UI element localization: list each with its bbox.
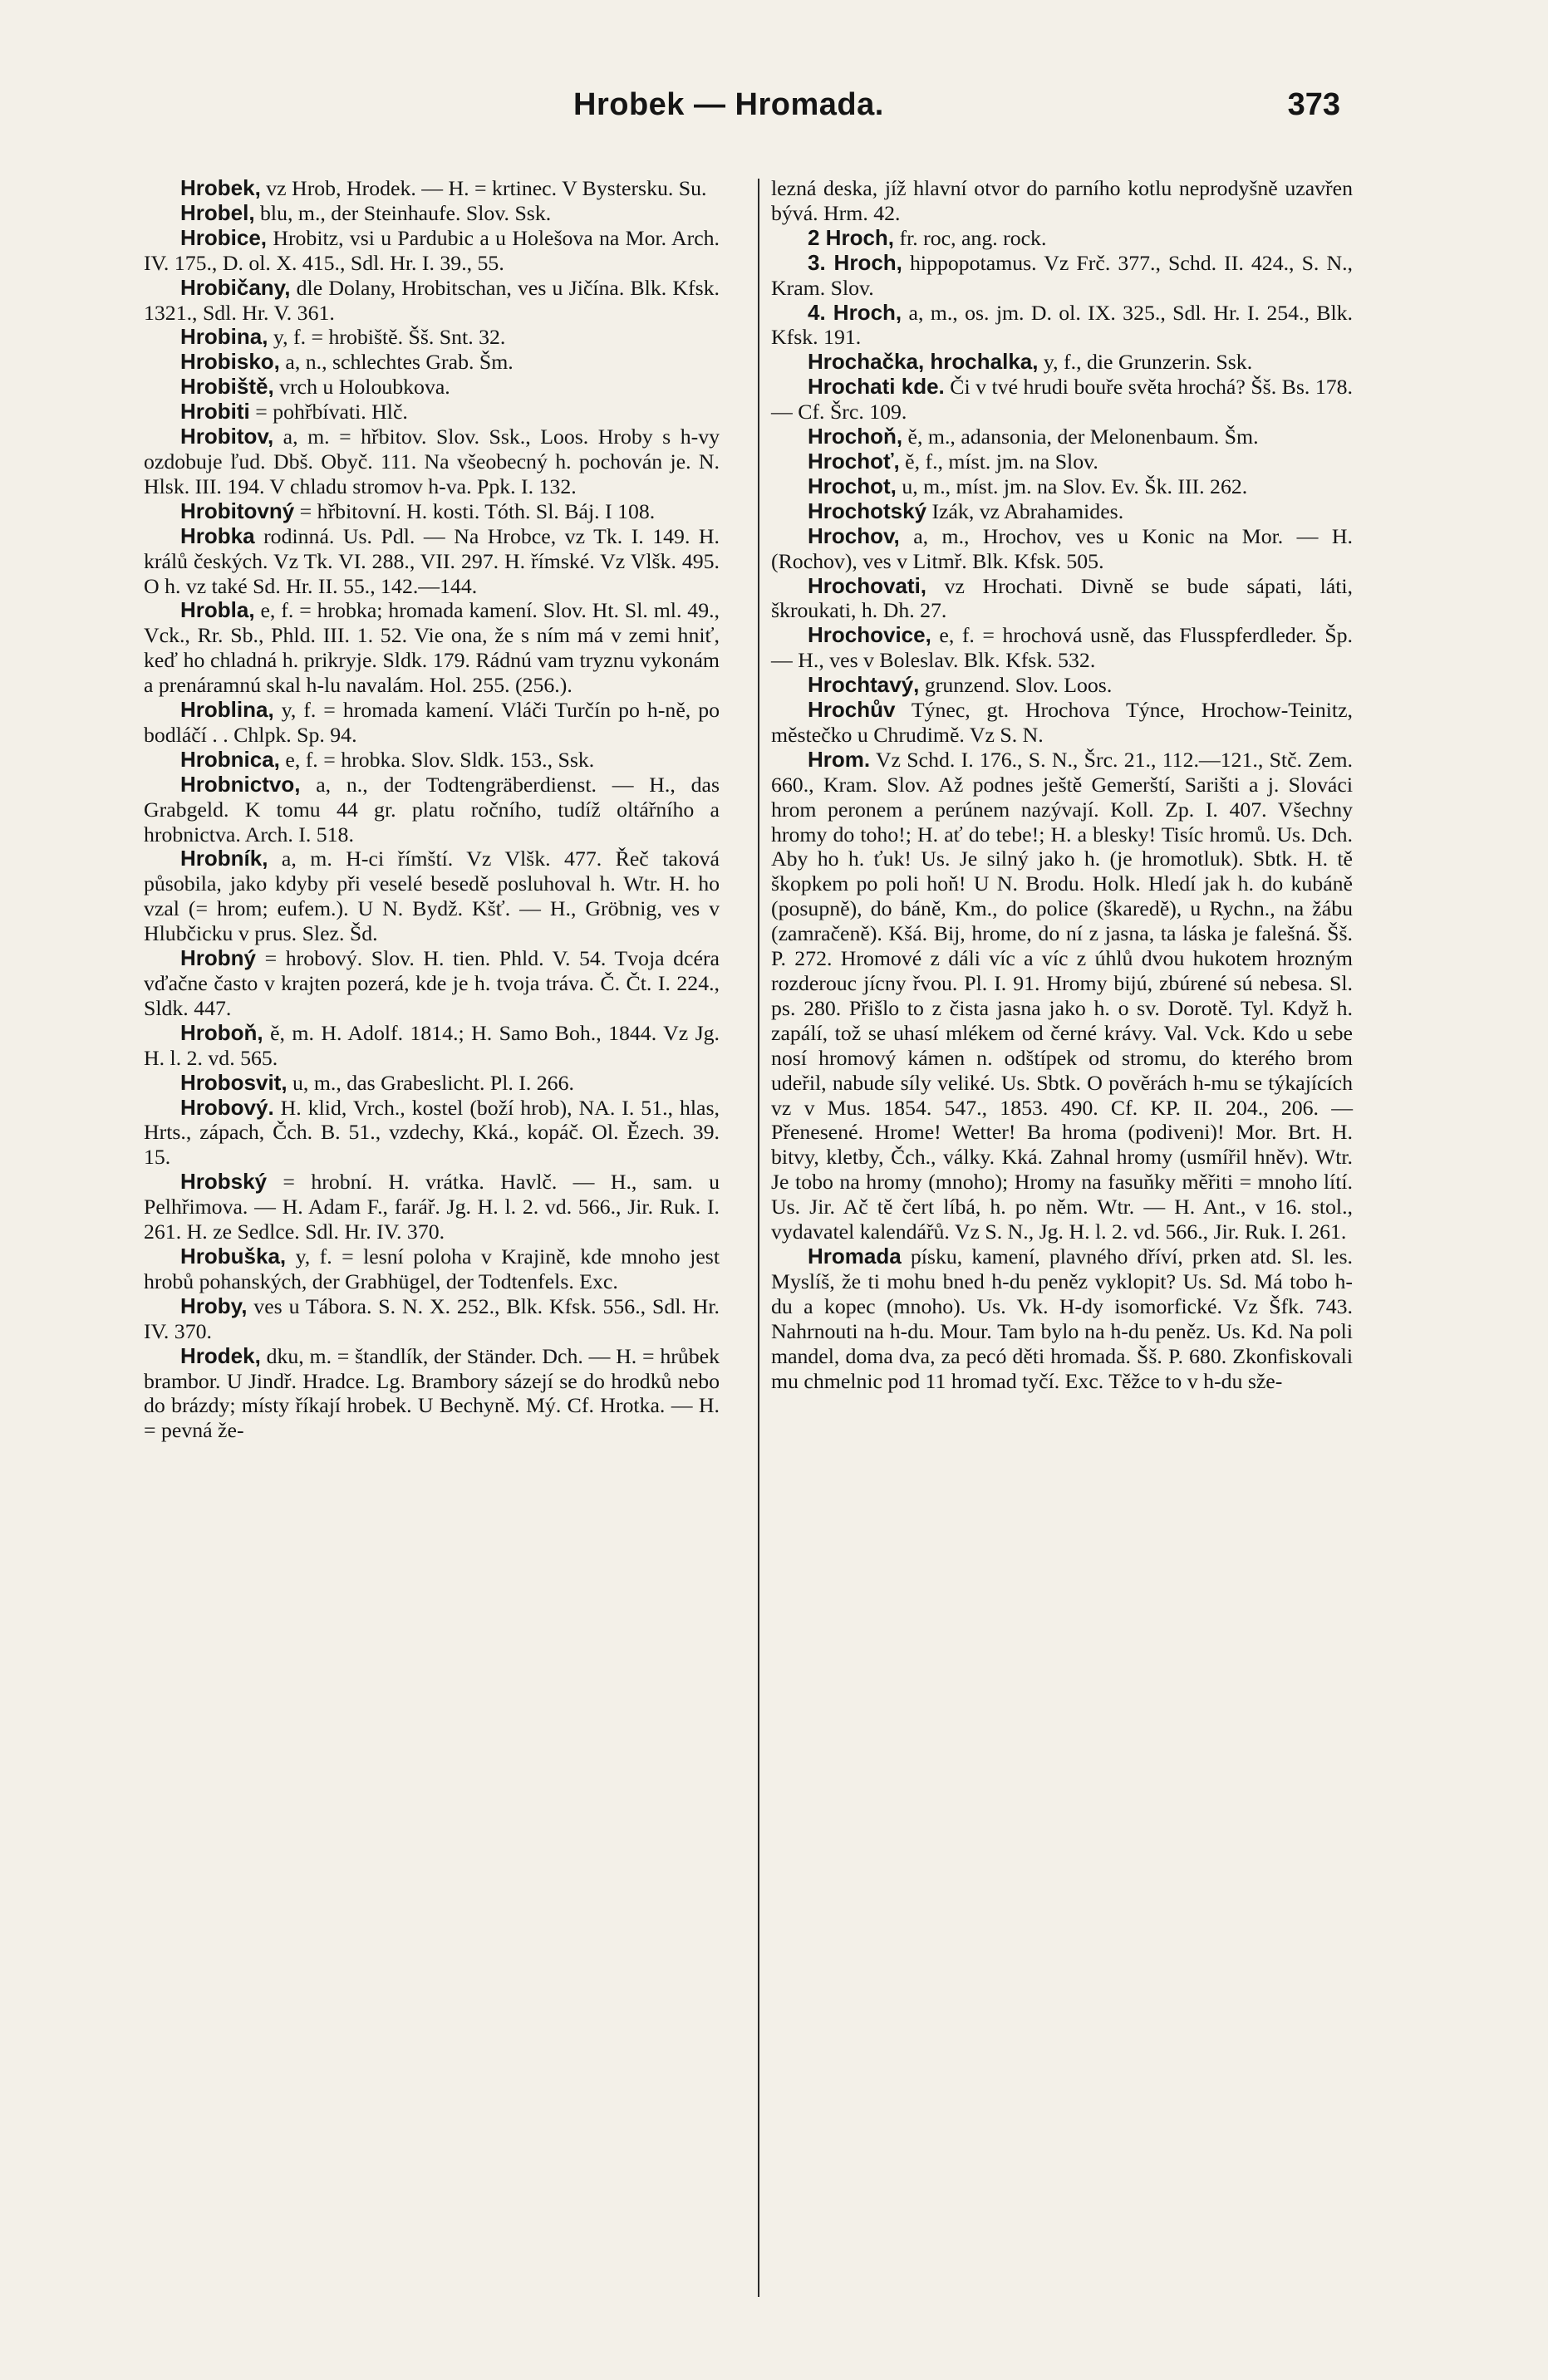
entry-text: a, n., schlechtes Grab. Šm. bbox=[279, 350, 514, 375]
entry-headword: Hrochotský bbox=[808, 498, 927, 523]
dictionary-entry bbox=[144, 698, 720, 748]
entry-headword: Hrobuška, bbox=[180, 1243, 287, 1269]
entry-text: vz Hrochati. Divně se bude sápati, láti, škroukati, h. Dh. 27. bbox=[771, 573, 1353, 623]
dictionary-entry bbox=[144, 276, 720, 326]
dictionary-entry bbox=[144, 1096, 720, 1170]
dictionary-entry bbox=[144, 773, 720, 847]
entry-headword: Hroboň, bbox=[180, 1019, 263, 1045]
entry-headword: Hrochov, bbox=[808, 523, 900, 548]
page-number: 373 bbox=[1287, 87, 1340, 122]
entry-text: vrch u Holoubkova. bbox=[273, 375, 450, 400]
left-column bbox=[144, 176, 720, 1443]
entry-text: e, f. = hrobka; hromada kamení. Slov. Ht. Sl. ml. 49., Vck., Rr. Sb., Phld. III. 1. 52. Vie ona, že s ním má v zemi hniť, keď ho chladná h. prikryje. Sldk. 179. Rádnú vam tryznu vykonám a prenáramnú skal h-lu navalám. Hol. 255. (256.). bbox=[144, 598, 720, 698]
dictionary-entry bbox=[771, 748, 1353, 1244]
entry-headword: Hrobitovný bbox=[180, 498, 295, 523]
entry-headword: Hroblina, bbox=[180, 697, 274, 723]
entry-text: y, f. = hromada kamení. Vláči Turčín po h-ně, po bodláčí . . Chlpk. Sp. 94. bbox=[144, 698, 720, 747]
dictionary-entry bbox=[144, 1170, 720, 1244]
dictionary-entry bbox=[771, 574, 1353, 624]
dictionary-entry bbox=[771, 623, 1353, 673]
entry-text: blu, m., der Steinhaufe. Slov. Ssk. bbox=[254, 200, 552, 225]
dictionary-entry bbox=[771, 698, 1353, 748]
entry-headword: Hrobina, bbox=[180, 324, 268, 350]
dictionary-entry bbox=[144, 201, 720, 226]
entry-headword: Hrobský bbox=[180, 1169, 268, 1195]
dictionary-entry bbox=[144, 524, 720, 599]
entry-headword: Hrobnica, bbox=[180, 746, 280, 772]
entry-text: H. klid, Vrch., kostel (boží hrob), NA. I. 51., hlas, Hrts., zápach, Čch. B. 51., vzdechy, Kká., kopáč. Ol. Ězech. 39. 15. bbox=[144, 1095, 720, 1170]
entry-headword: Hrochot, bbox=[808, 473, 897, 498]
entry-text: Týnec, gt. Hrochova Týnce, Hrochow-Teinitz, městečko u Chrudimě. Vz S. N. bbox=[771, 698, 1353, 747]
dictionary-entry bbox=[771, 524, 1353, 574]
entry-headword: Hrom. bbox=[808, 746, 871, 772]
entry-headword: Hrobisko, bbox=[180, 349, 280, 375]
entry-text: ves u Tábora. S. N. X. 252., Blk. Kfsk. 556., Sdl. Hr. IV. 370. bbox=[144, 1293, 720, 1343]
entry-text: Izák, vz Abrahamides. bbox=[926, 498, 1124, 523]
dictionary-entry bbox=[144, 598, 720, 698]
entry-headword: Hrochoť, bbox=[808, 448, 900, 474]
entry-text: Hrobitz, vsi u Pardubic a u Holešova na Mor. Arch. IV. 175., D. ol. X. 415., Sdl. Hr. I. 39., 55. bbox=[144, 225, 720, 275]
entry-headword: Hrobla, bbox=[180, 597, 255, 623]
entry-text: fr. roc, ang. rock. bbox=[894, 225, 1047, 250]
running-head: Hrobek — Hromada. bbox=[573, 87, 884, 122]
entry-text: Či v tvé hrudi bouře světa hrochá? Šš. Bs. 178. — Cf. Šrc. 109. bbox=[771, 375, 1353, 424]
dictionary-entry bbox=[144, 226, 720, 276]
dictionary-entry bbox=[771, 474, 1353, 499]
entry-headword: Hrochtavý, bbox=[808, 672, 920, 698]
dictionary-entry bbox=[771, 449, 1353, 474]
dictionary-entry bbox=[144, 1344, 720, 1444]
entry-headword: 4. Hroch, bbox=[808, 299, 902, 325]
entry-text: = hrobový. Slov. H. tien. Phld. V. 54. Tvoja dcéra vďačne často v krajten pozerá, kde je h. tvoja tráva. Č. Čt. I. 224., Sldk. 447. bbox=[144, 946, 720, 1020]
dictionary-entry bbox=[771, 499, 1353, 524]
dictionary-entry bbox=[144, 350, 720, 375]
entry-headword: 2 Hroch, bbox=[808, 224, 895, 250]
dictionary-entry bbox=[771, 375, 1353, 424]
page-header bbox=[0, 87, 1548, 137]
entry-text: a, n., der Todtengräberdienst. — H., das Grabgeld. K tomu 44 gr. platu ročního, tudíž oltářního a hrobnictva. Arch. I. 518. bbox=[144, 772, 720, 846]
entry-headword: Hrochati kde. bbox=[808, 374, 945, 400]
dictionary-entry bbox=[144, 400, 720, 424]
entry-headword: Hrobnictvo, bbox=[180, 771, 301, 797]
dictionary-entry bbox=[771, 176, 1353, 226]
dictionary-entry bbox=[144, 375, 720, 400]
entry-text: a, m. H-ci římští. Vz Vlšk. 477. Řeč taková působila, jako kdyby při veselé besedě posluhoval h. Wtr. H. ho vzal (= hrom; eufem.). U N. Bydž. Kšť. — H., Gröbnig, ves v Hlubčicku v prus. Slez. Šd. bbox=[144, 846, 720, 946]
column-divider bbox=[758, 179, 759, 2297]
entry-text: a, m. = hřbitov. Slov. Ssk., Loos. Hroby s h-vy ozdobuje ľud. Dbš. Obyč. 111. Na všeobecný h. pochován je. N. Hlsk. III. 194. V chladu stromov h-va. Ppk. I. 132. bbox=[144, 424, 720, 498]
entry-text: = hřbitovní. H. kosti. Tóth. Sl. Báj. I 108. bbox=[294, 498, 656, 523]
entry-text: u, m., míst. jm. na Slov. Ev. Šk. III. 262. bbox=[896, 474, 1248, 498]
entry-text: grunzend. Slov. Loos. bbox=[919, 673, 1113, 698]
dictionary-entry bbox=[771, 301, 1353, 351]
entry-text: dku, m. = štandlík, der Ständer. Dch. — H. = hrůbek brambor. U Jindř. Hradce. Lg. Brambory sázejí se do hrodků nebo do brázdy; místy říkají hrobek. U Bechyně. Mý. Cf. Hrotka. — H. = pevná že- bbox=[144, 1343, 720, 1443]
entry-text: hippopotamus. Vz Frč. 377., Schd. II. 424., S. N., Kram. Slov. bbox=[771, 250, 1354, 300]
entry-text: lezná deska, jíž hlavní otvor do parního kotlu neprodyšně uzavřen bývá. Hrm. 42. bbox=[771, 176, 1353, 225]
entry-headword: Hrobiště, bbox=[180, 374, 274, 400]
entry-headword: Hrodek, bbox=[180, 1342, 261, 1368]
entry-text: ě, f., míst. jm. na Slov. bbox=[899, 449, 1098, 474]
dictionary-entry bbox=[144, 1244, 720, 1294]
entry-text: vz Hrob, Hrodek. — H. = krtinec. V Bystersku. Su. bbox=[260, 176, 707, 200]
entry-headword: Hrochovati, bbox=[808, 572, 927, 598]
entry-headword: Hrobitov, bbox=[180, 424, 274, 449]
entry-text: y, f. = lesní poloha v Krajině, kde mnoho jest hrobů pohanských, der Grabhügel, der Todtenfels. Exc. bbox=[144, 1244, 720, 1293]
dictionary-entry bbox=[144, 1021, 720, 1071]
dictionary-entry bbox=[771, 673, 1353, 698]
entry-text: a, m., os. jm. D. ol. IX. 325., Sdl. Hr. I. 254., Blk. Kfsk. 191. bbox=[771, 300, 1353, 350]
entry-headword: Hromada bbox=[808, 1243, 902, 1269]
dictionary-entry bbox=[144, 424, 720, 499]
entry-headword: Hrobiti bbox=[180, 399, 250, 424]
entry-text: y, f. = hrobiště. Šš. Snt. 32. bbox=[268, 325, 506, 350]
entry-headword: Hrobka bbox=[180, 523, 255, 548]
entry-headword: Hrochovice, bbox=[808, 622, 931, 648]
entry-headword: 3. Hroch, bbox=[808, 249, 902, 275]
dictionary-entry bbox=[144, 176, 720, 201]
dictionary-entry bbox=[144, 499, 720, 524]
entry-text: a, m., Hrochov, ves u Konic na Mor. — H. (Rochov), ves v Litmř. Blk. Kfsk. 505. bbox=[771, 523, 1353, 573]
entry-text: písku, kamení, plavného dříví, prken atd. Sl. les. Myslíš, že ti mohu bned h-du peněz vyklopit? Us. Sd. Má tobo h-du a kopec (mnoho). Us. Vk. H-dy isomorfické. Vz Šfk. 743. Nahrnouti na h-du. Mour. Tam bylo na h-du peněz. Us. Kd. Na poli mandel, doma dva, za pecó děti hromada. Šš. P. 680. Zkonfiskovali mu chmelnic pod 11 hromad tyčí. Exc. Těžce to v h-du sže- bbox=[771, 1244, 1353, 1393]
dictionary-entry bbox=[771, 1244, 1353, 1393]
dictionary-entry bbox=[144, 946, 720, 1021]
entry-headword: Hrochoň, bbox=[808, 424, 903, 449]
dictionary-entry bbox=[144, 846, 720, 946]
dictionary-entry bbox=[771, 424, 1353, 449]
entry-text: y, f., die Grunzerin. Ssk. bbox=[1038, 350, 1253, 375]
entry-headword: Hrobosvit, bbox=[180, 1069, 287, 1095]
entry-headword: Hrochačka, hrochalka, bbox=[808, 349, 1039, 375]
entry-headword: Hrobový. bbox=[180, 1094, 274, 1120]
entry-headword: Hrobek, bbox=[180, 175, 261, 200]
dictionary-entry bbox=[771, 251, 1353, 301]
entry-text: dle Dolany, Hrobitschan, ves u Jičína. Blk. Kfsk. 1321., Sdl. Hr. V. 361. bbox=[144, 275, 720, 325]
dictionary-entry bbox=[144, 1294, 720, 1344]
entry-headword: Hrobník, bbox=[180, 846, 268, 871]
entry-text: ě, m. H. Adolf. 1814.; H. Samo Boh., 1844. Vz Jg. H. l. 2. vd. 565. bbox=[144, 1020, 720, 1070]
entry-text: ě, m., adansonia, der Melonenbaum. Šm. bbox=[902, 424, 1259, 449]
entry-text: = pohřbívati. Hlč. bbox=[249, 400, 408, 424]
dictionary-entry bbox=[771, 226, 1353, 251]
entry-text: = hrobní. H. vrátka. Havlč. — H., sam. u Pelhřimova. — H. Adam F., farář. Jg. H. l. 2. vd. 566., Jir. Ruk. I. 261. H. ze Sedlce. Sdl. Hr. IV. 370. bbox=[144, 1170, 720, 1244]
entry-text: e, f. = hrochová usně, das Flusspferdleder. Šp. — H., ves v Boleslav. Blk. Kfsk. 532. bbox=[771, 623, 1353, 673]
entry-headword: Hrobný bbox=[180, 945, 256, 971]
dictionary-entry bbox=[144, 748, 720, 773]
entry-headword: Hroby, bbox=[180, 1293, 248, 1318]
entry-text: rodinná. Us. Pdl. — Na Hrobce, vz Tk. I. 149. H. králů českých. Vz Tk. VI. 288., VII. 297. H. římské. Vz Vlšk. 495. O h. vz také Sd. Hr. II. 55., 142.—144. bbox=[144, 523, 720, 598]
entry-headword: Hrobičany, bbox=[180, 274, 291, 300]
entry-headword: Hrobice, bbox=[180, 224, 268, 250]
right-column bbox=[771, 176, 1353, 1393]
entry-text: e, f. = hrobka. Slov. Sldk. 153., Ssk. bbox=[279, 747, 595, 772]
dictionary-entry bbox=[144, 325, 720, 350]
entry-text: Vz Schd. I. 176., S. N., Šrc. 21., 112.—121., Stč. Zem. 660., Kram. Slov. Až podnes ještě Gemerští, Sarišti a j. Slováci hrom peronem a perúnem nazývají. Koll. Zp. I. 407. Všechny hromy do toho!; H. ať do tebe!; H. a blesky! Tisíc hromů. Us. Dch. Aby ho h. ťuk! Us. Je silný jako h. (je hromotluk). Sbtk. H. tě škopkem po poli hoň! U N. Brodu. Holk. Hledí jak h. do kubáně (posupně), do báně, Km., do police (škaredě), u Rychn., na žábu (zamračeně). Kšá. Bij, hrome, do ní z jasna, ta láska je falešná. Šš. P. 272. Hromové z dáli víc a víc z úhlů dvou hukotem hrozným rozderouc jícny řvou. Pl. I. 91. Hromy bijú, zbúrené sú nebesa. Sl. ps. 280. Přišlo to z čista jasna jako h. o sv. Dorotě. Tyl. Když h. zapálí, tož se uhasí mlékem od černé krávy. Val. Vck. Kdo u sebe nosí hromový kámen n. odštípek od stromu, do kterého brom udeřil, nabude síly veliké. Us. Sbtk. O pověrách h-mu se týkajících vz v Mus. 1854. 547., 1853. 490. Cf. KP. II. 204., 206. — Přenesené. Hrome! Wetter! Ba hroma (podiveni)! Mor. Brt. H. bitvy, kletby, Čch., války. Kká. Zahnal hromy (usmířil hněv). Wtr. Je tobo na hromy (mnoho); Hromy na fasuňky měřiti = mnoho lítí. Us. Jir. Ač tě čert líbá, h. po něm. Wtr. — H. Ant., v 16. stol., vydavatel kalendářů. Vz S. N., Jg. H. l. 2. vd. 566., Jir. Ruk. I. 261. bbox=[771, 747, 1353, 1244]
entry-headword: Hrobel, bbox=[180, 199, 255, 225]
entry-text: u, m., das Grabeslicht. Pl. I. 266. bbox=[287, 1070, 574, 1095]
dictionary-entry bbox=[771, 350, 1353, 375]
dictionary-entry bbox=[144, 1071, 720, 1096]
entry-headword: Hrochův bbox=[808, 697, 896, 723]
